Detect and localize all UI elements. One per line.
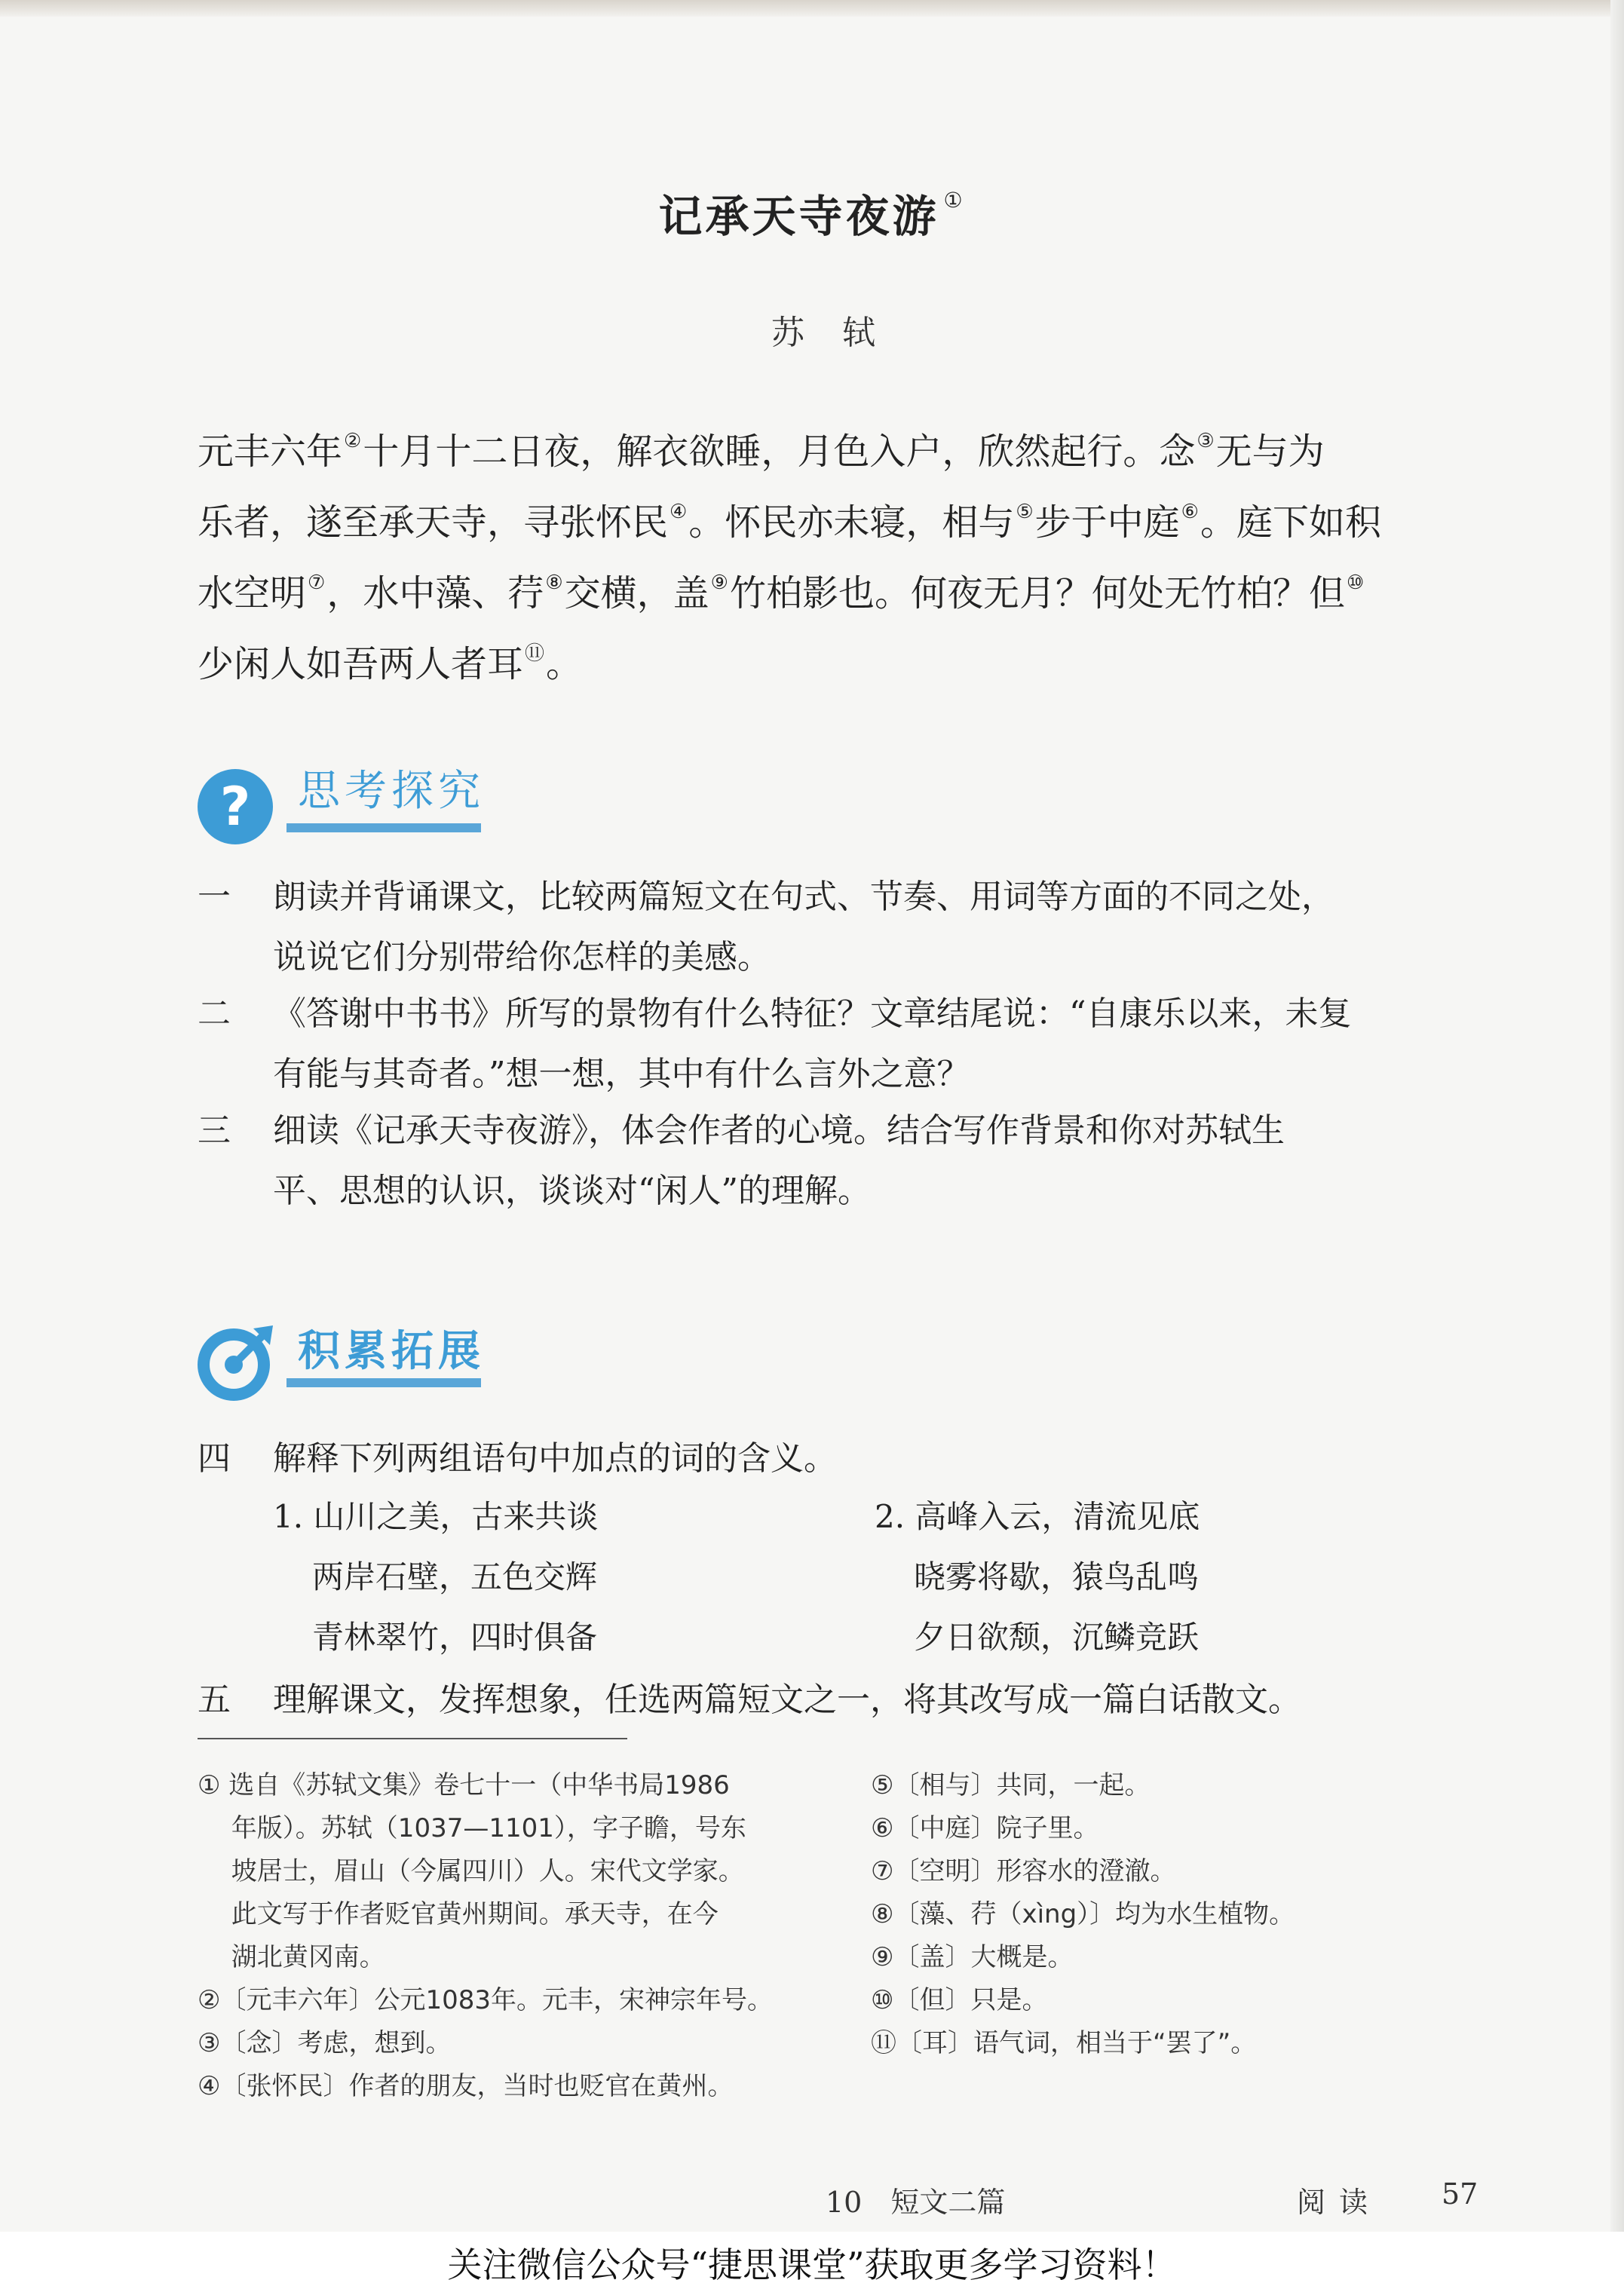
question-item [198,1101,1479,1221]
question-number: 二 [198,994,231,1033]
question-line: 《答谢中书书》所写的景物有什么特征？文章结尾说：“自康乐以来，未复 [273,994,1352,1033]
footnote-line: ②〔元丰六年〕公元1083年。元丰，宋神宗年号。 [198,1985,774,2015]
text-run: 。庭下如积 [1200,501,1381,544]
footnote-line: ④〔张怀民〕作者的朋友，当时也贬官在黄州。 [198,2071,734,2101]
text-run: 竹柏影也。何夜无月？何处无竹柏？但 [729,572,1345,614]
question-line: 有能与其奇者。”想一想，其中有什么言外之意？ [273,1055,970,1093]
footnote-line: ① 选自《苏轼文集》卷七十一（中华书局1986 [198,1770,730,1800]
author-name: 苏轼 [771,314,913,352]
chapter-label: 10 短文二篇 [826,2186,1006,2219]
scan-top-edge [0,0,1624,17]
footnote-line: ⑧〔藻、荇（xìng）〕均为水生植物。 [871,1899,1295,1929]
wechat-promo-banner: 关注微信公众号“捷思课堂”获取更多学习资料！ [447,2245,1177,2285]
footnote-line: 年版）。苏轼（1037—1101），字子瞻，号东 [198,1813,746,1843]
footnote-mark: ⑥ [1181,501,1199,523]
footnote-line: 湖北黄冈南。 [198,1942,385,1972]
footnote-line: ⑨〔盖〕大概是。 [871,1942,1074,1972]
question-number: 一 [198,878,231,916]
question-number: 五 [198,1681,231,1719]
footnotes-right-column [871,1764,1295,2065]
section-underline [286,1378,481,1387]
section-underline [286,823,481,832]
footnote-line: ⑤〔相与〕共同，一起。 [871,1770,1151,1800]
sentence-group-2 [875,1487,1200,1668]
question-mark-icon: ? [198,769,273,844]
question-item [198,984,1479,1105]
footnote-mark: ③ [1197,430,1215,452]
footnote-mark: ⑪ [525,642,545,665]
sentence-item: 2. 高峰入云，清流见底 [875,1498,1200,1535]
text-run: 。 [546,643,583,685]
text-run: 十月十二日夜，解衣欲睡，月色入户，欣然起行。念 [363,431,1196,473]
question-line: 朗读并背诵课文，比较两篇短文在句式、节奏、用词等方面的不同之处， [273,878,1334,916]
text-run: 水空明 [198,572,307,614]
classical-text-paragraph [198,411,1479,694]
footnote-mark: ⑨ [710,571,728,594]
page-number: 57 [1442,2177,1478,2211]
footnote-mark: ④ [670,501,688,523]
text-run: 少闲人如吾两人者耳 [198,643,524,685]
sentence-item: 1. 山川之美，古来共谈 [273,1498,599,1535]
question-number: 三 [198,1111,231,1150]
question-line: 说说它们分别带给你怎样的美感。 [273,938,771,976]
sentence-item: 夕日欲颓，沉鳞竞跃 [914,1619,1200,1656]
footnote-line: ⑦〔空明〕形容水的澄澈。 [871,1856,1176,1886]
question-item [198,1670,1479,1730]
title-footnote-mark: ① [943,188,966,213]
text-run: 。怀民亦未寝，相与 [688,501,1015,544]
text-run: 步于中庭 [1034,501,1180,544]
section-title-extend: 积累拓展 [298,1327,485,1376]
text-run: 无与为 [1215,431,1325,473]
sentence-group-1 [273,1487,598,1668]
footnote-divider [198,1738,627,1739]
section-title-think: 思考探究 [298,767,485,816]
footnote-line: 此文写于作者贬官黄州期间。承天寺，在今 [198,1899,719,1929]
question-number: 四 [198,1439,231,1478]
text-run: 元丰六年 [198,431,343,473]
text-run: 交横，盖 [564,572,709,614]
question-line: 细读《记承天寺夜游》，体会作者的心境。结合写作背景和你对苏轼生 [273,1111,1285,1150]
text-line [198,411,1479,482]
text-line [198,624,1479,694]
question-line: 解释下列两组语句中加点的词的含义。 [273,1439,837,1478]
footnote-mark: ⑩ [1347,571,1365,594]
footnote-mark: ② [344,430,362,452]
footnote-mark: ⑧ [545,571,563,594]
footnote-mark: ⑤ [1016,501,1034,523]
sentence-item: 青林翠竹，四时俱备 [312,1619,598,1656]
question-line: 平、思想的认识，谈谈对“闲人”的理解。 [273,1172,871,1210]
footnotes-left-column [198,1764,773,2108]
text-line [198,553,1479,624]
section-label: 阅读 [1297,2186,1382,2219]
text-run: 乐者，遂至承天寺，寻张怀民 [198,501,669,544]
footnote-line: ⑪〔耳〕语气词，相当于“罢了”。 [871,2028,1257,2058]
footnote-mark: ⑦ [308,571,326,594]
text-line [198,482,1479,553]
question-item [198,1429,1479,1489]
lesson-title-text: 记承天寺夜游 [658,191,939,242]
footnote-line: 坡居士，眉山（今属四川）人。宋代文学家。 [198,1856,744,1886]
question-line: 理解课文，发挥想象，任选两篇短文之一，将其改写成一篇白话散文。 [273,1681,1301,1719]
lesson-title [0,181,1624,244]
text-run: ，水中藻、荇 [326,572,544,614]
question-item [198,867,1479,988]
footnote-line: ③〔念〕考虑，想到。 [198,2028,452,2058]
sentence-item: 晓雾将歇，猿鸟乱鸣 [914,1558,1200,1595]
footnote-line: ⑥〔中庭〕院子里。 [871,1813,1099,1843]
sentence-item: 两岸石壁，五色交辉 [312,1558,598,1595]
target-arrow-icon [195,1321,277,1404]
footnote-line: ⑩〔但〕只是。 [871,1985,1048,2015]
